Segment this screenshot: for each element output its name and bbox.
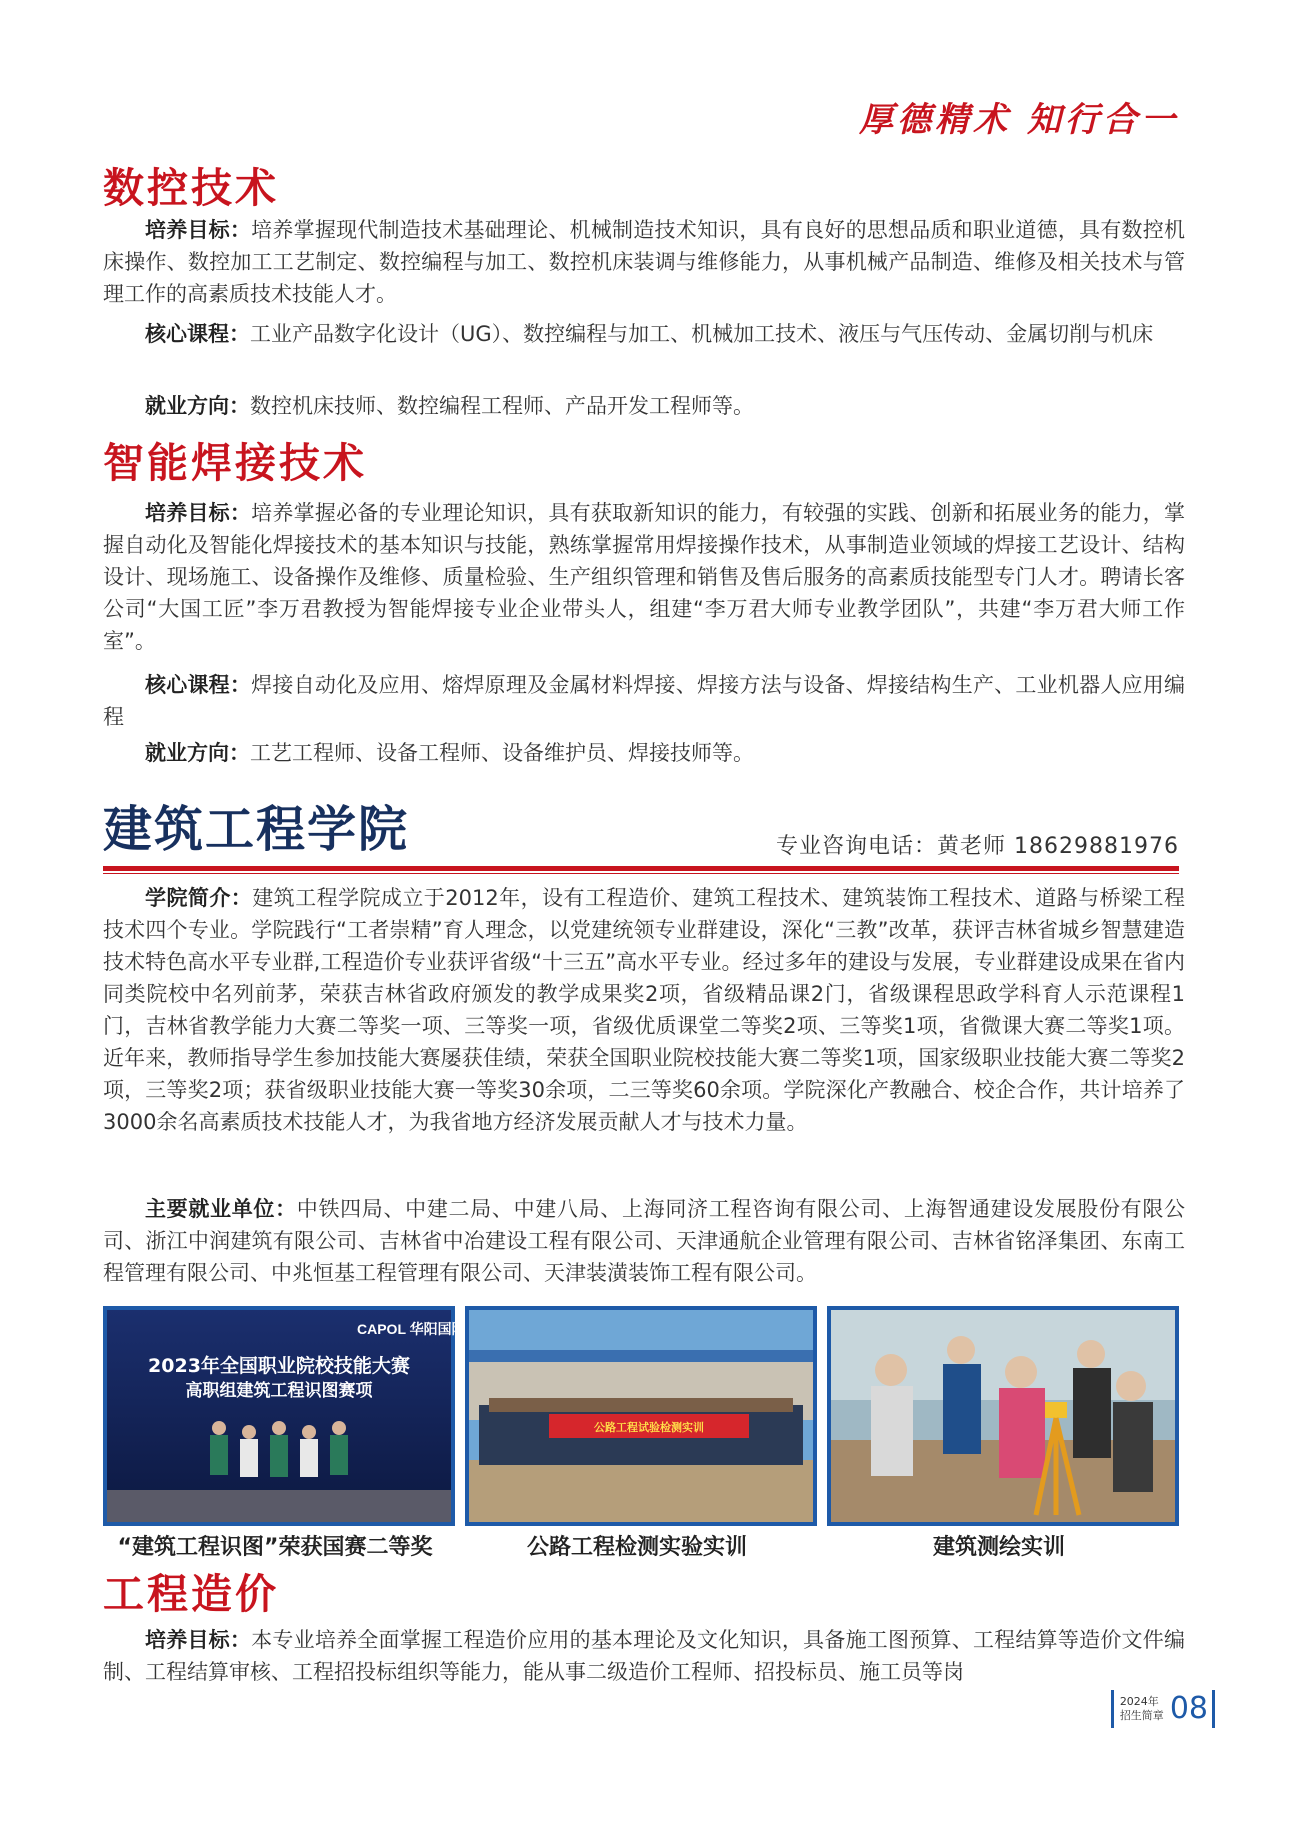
contact-phone: 专业咨询电话：黄老师 18629881976 [776, 834, 1179, 859]
section-title-welding: 智能焊接技术 [103, 439, 367, 487]
sponsor-logo-text: CAPOL 华阳国际 [357, 1321, 466, 1337]
page-footer [1111, 1690, 1215, 1728]
footer-bar-left [1111, 1690, 1114, 1728]
caption-competition: “建筑工程识图”荣获国赛二等奖 [117, 1535, 433, 1560]
college-employers: 主要就业单位：中铁四局、中建二局、中建八局、上海同济工程咨询有限公司、上海智通建设发展股份有限公司、浙江中润建筑有限公司、吉林省中冶建设工程有限公司、天津通航企业管理有限公司、吉林省铭泽集团、东南工程管理有限公司、中兆恒基工程管理有限公司、天津装潢装饰工程有限公司。 [103, 1197, 1185, 1285]
title-rule-thin [103, 873, 1179, 874]
page-number: 08 [1169, 1691, 1208, 1726]
banner-line-1: 2023年全国职业院校技能大赛 [148, 1355, 410, 1377]
college-title: 建筑工程学院 [103, 801, 410, 858]
welding-goal: 培养目标：培养掌握必备的专业理论知识，具有获取新知识的能力，有较强的实践、创新和拓展业务的能力，掌握自动化及智能化焊接技术的基本知识与技能，熟练掌握常用焊接操作技术，从事制造业领域的焊接工艺设计、结构设计、现场施工、设备操作及维修、质量检验、生产组织管理和销售及售后服务的高素质技能型专门人才。聘请长客公司“大国工匠”李万君教授为智能焊接专业企业带头人，组建“李万君大师专业教学团队”，共建“李万君大师工作室”。 [103, 501, 1186, 653]
cnc-jobs: 就业方向：数控机床技师、数控编程工程师、产品开发工程师等。 [145, 394, 754, 418]
photo-surveying [827, 1306, 1179, 1526]
welding-jobs: 就业方向：工艺工程师、设备工程师、设备维护员、焊接技师等。 [145, 741, 754, 765]
welding-courses: 核心课程：焊接自动化及应用、熔焊原理及金属材料焊接、焊接方法与设备、焊接结构生产、工业机器人应用编程 [103, 673, 1186, 729]
section-title-cnc: 数控技术 [103, 164, 279, 212]
college-intro: 学院简介：建筑工程学院成立于2012年，设有工程造价、建筑工程技术、建筑装饰工程技术、道路与桥梁工程技术四个专业。学院践行“工者崇精”育人理念，以党建统领专业群建设，深化“三教”改革，获评吉林省城乡智慧建造技术特色高水平专业群,工程造价专业获评省级“十三五”高水平专业。经过多年的建设与发展，专业群建设成果在省内同类院校中名列前茅，荣获吉林省政府颁发的教学成果奖2项，省级精品课2门，省级课程思政学科育人示范课程1门，吉林省教学能力大赛二等奖一项、三等奖一项，省级优质课堂二等奖2项、三等奖1项，省微课大赛二等奖1项。近年来，教师指导学生参加技能大赛屡获佳绩，荣获全国职业院校技能大赛二等奖1项，国家级职业技能大赛二等奖2项，三等奖2项；获省级职业技能大赛一等奖30余项，二三等奖60余项。学院深化产教融合、校企合作，共计培养了3000余名高素质技术技能人才，为我省地方经济发展贡献人才与技术力量。 [103, 886, 1185, 1134]
school-motto: 厚德精术 知行合一 [859, 100, 1179, 140]
photo-competition [103, 1306, 466, 1526]
caption-highway-training: 公路工程检测实验实训 [526, 1535, 747, 1560]
title-rule [103, 866, 1179, 871]
banner-line-2: 高职组建筑工程识图赛项 [185, 1381, 373, 1401]
footer-year: 2024年 [1119, 1695, 1159, 1708]
training-banner-text: 公路工程试验检测实训 [594, 1421, 704, 1434]
cnc-courses: 核心课程：工业产品数字化设计（UG）、数控编程与加工、机械加工技术、液压与气压传动、金属切削与机床 [145, 322, 1154, 346]
caption-surveying: 建筑测绘实训 [932, 1535, 1065, 1560]
photo-highway-training [465, 1306, 817, 1526]
cnc-goal: 培养目标：培养掌握现代制造技术基础理论、机械制造技术知识，具有良好的思想品质和职业道德，具有数控机床操作、数控加工工艺制定、数控编程与加工、数控机床装调与维修能力，从事机械产品制造、维修及相关技术与管理工作的高素质技术技能人才。 [103, 218, 1186, 306]
footer-bar-right [1212, 1690, 1215, 1728]
footer-label: 招生简章 [1119, 1709, 1164, 1722]
section-title-cost: 工程造价 [103, 1570, 279, 1618]
cost-goal: 培养目标：本专业培养全面掌握工程造价应用的基本理论及文化知识，具备施工图预算、工程结算等造价文件编制、工程结算审核、工程招投标组织等能力，能从事二级造价工程师、招投标员、施工员等岗 [103, 1628, 1186, 1684]
